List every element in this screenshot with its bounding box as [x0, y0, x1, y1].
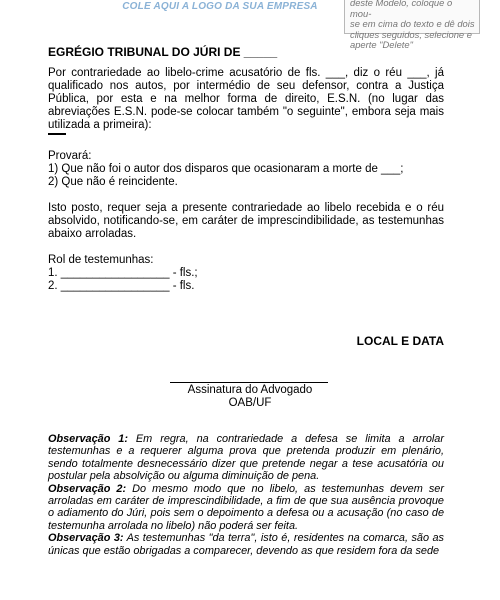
observation-text: As testemunhas "da terra", isto é, residentes na comarca, são as únicas que estão obrigadas a comparecer, devendo as que residem fora da sede	[48, 532, 444, 557]
blank-dash	[48, 133, 66, 135]
observation-text: Em regra, na contrariedade a defesa se limita a arrolar testemunhas e a requerer alguma prova que pretenda produzir em plenário, sendo totalmente desnecessário dizer que pretende negar a tese acusatória ou postular pela absolvição ou alguma diminuição de pena.	[48, 433, 444, 483]
witness-list	[48, 254, 444, 293]
observation-1	[48, 433, 444, 483]
observation-label: Observação 3:	[48, 532, 124, 545]
witness-item-1: 1. _________________ - fls.;	[48, 267, 198, 279]
observation-label: Observação 1:	[48, 433, 128, 445]
request-paragraph: Isto posto, requer seja a presente contrariedade ao libelo recebida e o réu absolvido, notificando-se, em caráter de imprescindibilidade, as testemunhas abaixo arroladas.	[48, 202, 444, 240]
logo-placeholder: COLE AQUI A LOGO DA SUA EMPRESA	[122, 1, 318, 12]
note-line: se em cima do texto e dê dois	[350, 18, 475, 30]
instruction-note-box	[344, 0, 480, 51]
oab-label: OAB/UF	[228, 397, 272, 409]
document-title: EGRÉGIO TRIBUNAL DO JÚRI DE _____	[48, 45, 278, 59]
provara-section	[48, 150, 444, 189]
observation-text: Do mesmo modo que no libelo, as testemunhas devem ser arroladas em caráter de imprescindibilidade, a fim de que sua ausência provoque o adiamento do Júri, pois sem o depoimento a defesa ou a acusação (no caso de testemunha arrolada no libelo) não poderá ser feita.	[48, 482, 444, 532]
observation-2	[48, 483, 444, 533]
signature-label: Assinatura do Advogado	[187, 384, 313, 396]
note-line: cliques seguidos, selecione e	[350, 28, 472, 40]
observations	[48, 433, 444, 557]
intro-paragraph: Por contrariedade ao libelo-crime acusatório de fls. ___, diz o réu ___, já qualificado nos autos, por intermédio de seu defensor, contra a Justiça Pública, por esta e na melhor forma de direito, E.S.N. (no lugar das abreviações E.S.N. pode-se colocar também "o seguinte", embora seja mais utilizada a primeira):	[48, 67, 444, 131]
provara-label: Provará:	[48, 150, 92, 162]
note-line: deste Modelo, coloque o mou-	[350, 0, 453, 19]
provara-item-2: 2) Que não é reincidente.	[48, 176, 178, 188]
note-line: aperte "Delete"	[350, 39, 413, 51]
local-and-date: LOCAL E DATA	[356, 334, 444, 348]
provara-item-1: 1) Que não foi o autor dos disparos que ocasionaram a morte de ___;	[48, 163, 404, 175]
observation-3	[48, 532, 444, 557]
witness-label: Rol de testemunhas:	[48, 254, 154, 266]
observation-label: Observação 2:	[48, 482, 127, 495]
witness-item-2: 2. _________________ - fls.	[48, 280, 195, 292]
signature-line	[170, 382, 328, 383]
